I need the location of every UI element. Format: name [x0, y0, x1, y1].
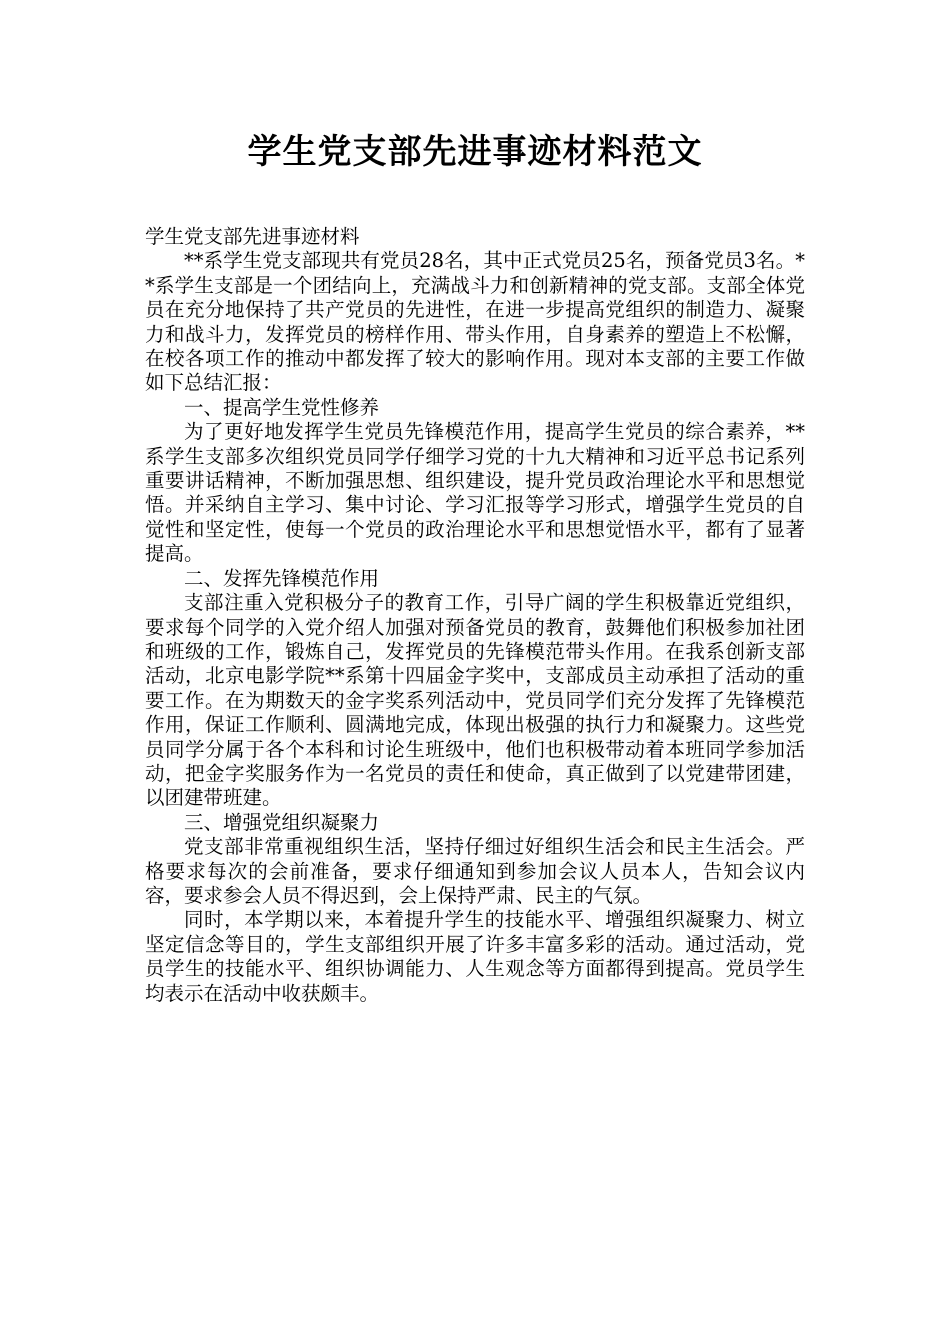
- document-body: [145, 225, 805, 1006]
- paragraph-intro: **系学生党支部现共有党员28名，其中正式党员25名，预备党员3名。**系学生支部是一个团结向上，充满战斗力和创新精神的党支部。支部全体党员在充分地保持了共产党员的先进性，在进一步提高党组织的制造力、凝聚力和战斗力，发挥党员的榜样作用、带头作用，自身素养的塑造上不松懈，在校各项工作的推动中都发挥了较大的影响作用。现对本支部的主要工作做如下总结汇报：: [145, 249, 805, 395]
- section-heading-3: 三、增强党组织凝聚力: [184, 810, 380, 834]
- paragraph-section-1: 为了更好地发挥学生党员先锋模范作用，提高学生党员的综合素养，**系学生支部多次组织党员同学仔细学习党的十九大精神和习近平总书记系列重要讲话精神，不断加强思想、组织建设，提升党员政治理论水平和思想觉悟。并采纳自主学习、集中讨论、学习汇报等学习形式，增强学生党员的自觉性和坚定性，使每一个党员的政治理论水平和思想觉悟水平，都有了显著提高。: [145, 420, 805, 566]
- paragraph-closing: 同时，本学期以来，本着提升学生的技能水平、增强组织凝聚力、树立坚定信念等目的，学生支部组织开展了许多丰富多彩的活动。通过活动，党员学生的技能水平、组织协调能力、人生观念等方面都得到提高。党员学生均表示在活动中收获颇丰。: [145, 908, 805, 1005]
- document-title: 学生党支部先进事迹材料范文: [247, 132, 703, 172]
- section-heading-1: 一、提高学生党性修养: [184, 395, 380, 419]
- paragraph-section-2: 支部注重入党积极分子的教育工作，引导广阔的学生积极靠近党组织，要求每个同学的入党介绍人加强对预备党员的教育，鼓舞他们积极参加社团和班级的工作，锻炼自己，发挥党员的先锋模范带头作用。在我系创新支部活动，北京电影学院**系第十四届金字奖中，支部成员主动承担了活动的重要工作。在为期数天的金字奖系列活动中，党员同学们充分发挥了先锋模范作用，保证工作顺利、圆满地完成，体现出极强的执行力和凝聚力。这些党员同学分属于各个本科和讨论生班级中，他们也积极带动着本班同学参加活动，把金字奖服务作为一名党员的责任和使命，真正做到了以党建带团建，以团建带班建。: [145, 591, 805, 810]
- document-subtitle: 学生党支部先进事迹材料: [145, 225, 360, 248]
- section-heading-2: 二、发挥先锋模范作用: [184, 566, 380, 590]
- paragraph-section-3: 党支部非常重视组织生活，坚持仔细过好组织生活会和民主生活会。严格要求每次的会前准备，要求仔细通知到参加会议人员本人，告知会议内容，要求参会人员不得迟到，会上保持严肃、民主的气氛。: [145, 835, 805, 907]
